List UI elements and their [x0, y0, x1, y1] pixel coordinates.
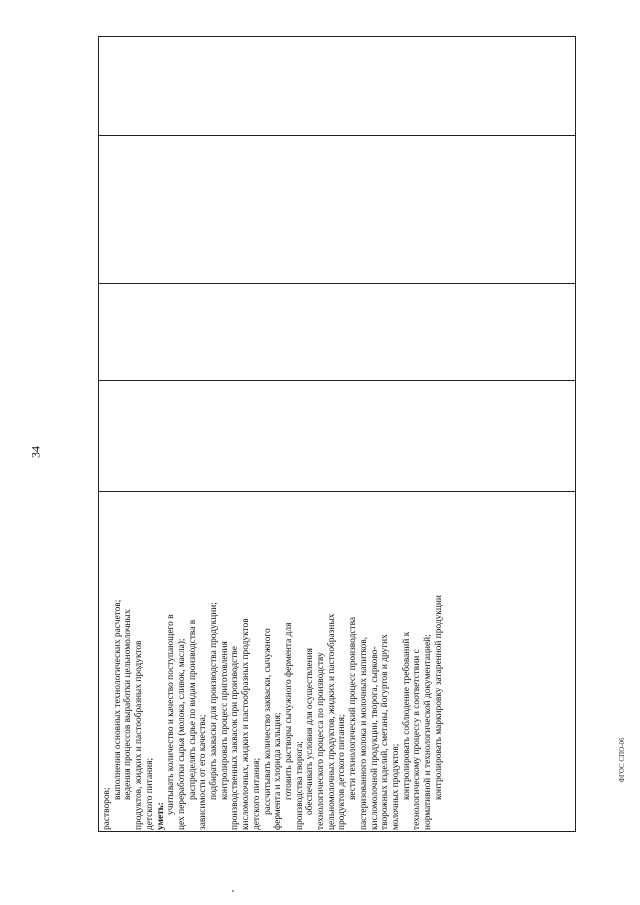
content-line: производства творога;	[294, 741, 305, 830]
content-line: фермента и хлорида кальция;	[273, 712, 284, 830]
content-line: уметь:	[155, 802, 166, 830]
content-line: цех переработки сырья (молока, сливок, масла);	[176, 638, 187, 830]
content-line: нормативной и технологической документацией;	[423, 634, 434, 830]
content-line: готовить растворы сычужного фермента для	[283, 622, 294, 800]
row-divider-1	[99, 135, 575, 136]
content-line: цельномолочных продуктов, жидких и пастообразных	[326, 613, 337, 830]
content-line: рассчитывать количество закваски, сычужного	[262, 628, 273, 815]
content-line: контролировать процесс приготовления	[219, 641, 230, 800]
content-line: ведения процессов выработки цельномолочных	[123, 609, 134, 800]
curriculum-table	[98, 36, 576, 832]
content-line: контролировать маркировку затаренной продукции	[433, 595, 444, 800]
content-line: растворов;	[102, 787, 112, 830]
content-line: подбирать закваски для производства продукции;	[209, 602, 220, 800]
content-line: производственных заквасок при производстве	[230, 646, 241, 830]
content-line: технологического процесса по производству	[316, 652, 327, 830]
scan-dot	[232, 890, 234, 892]
content-line: распределять сырье по видам производства в	[187, 619, 198, 800]
row-divider-2	[99, 283, 575, 284]
content-line: продуктов, жидких и пастообразных продуктов	[134, 640, 145, 830]
page-number: 34	[28, 446, 43, 458]
content-line: учитывать количество и качество поступающего в	[166, 614, 177, 815]
content-line: детского питания;	[144, 757, 155, 830]
content-line: зависимости от его качества;	[198, 714, 209, 830]
content-line: кисломолочных, жидких и пастообразных продуктов	[241, 618, 252, 830]
content-line: детского питания;	[251, 757, 262, 830]
content-line: творожных изделий, сметаны, йогуртов и других	[380, 634, 391, 830]
row-divider-3	[99, 380, 575, 381]
content-line: обеспечивать условия для осуществления	[305, 648, 316, 815]
content-text	[99, 491, 577, 833]
footer-code: ФГОС СПО-06	[618, 737, 626, 783]
content-line: контролировать соблюдение требований к	[401, 631, 412, 800]
content-line: выполнения основных технологических расчетов;	[112, 599, 123, 800]
content-line: продуктов детского питания;	[337, 714, 348, 830]
content-line: пастеризованного молока и молочных напитков,	[358, 636, 369, 830]
content-line: вести технологический процесс производства	[348, 616, 359, 800]
content-line: молочных продуктов;	[390, 743, 401, 830]
content-line: технологическому процессу в соответствии с	[412, 649, 423, 830]
content-cell	[99, 491, 577, 833]
content-line: кисломолочной продукции, творога, сырково-	[369, 646, 380, 830]
